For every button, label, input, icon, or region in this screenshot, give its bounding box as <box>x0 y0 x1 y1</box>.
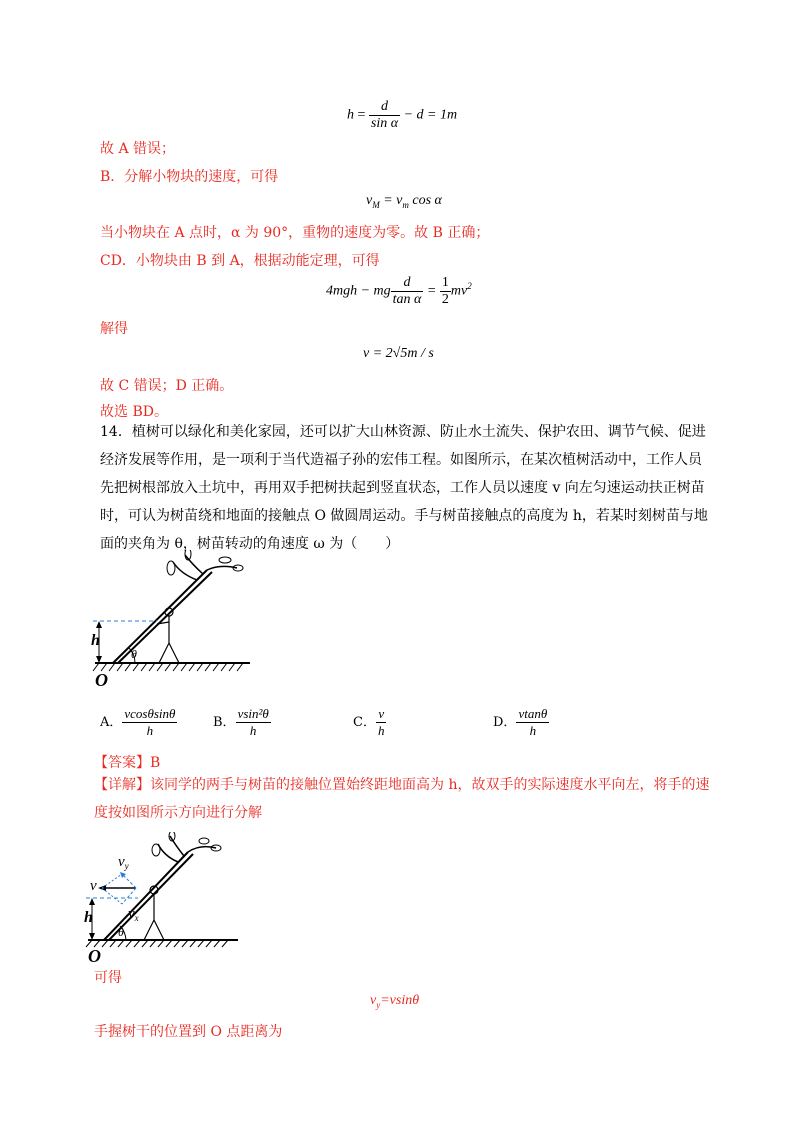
text-choose: 故选 BD。 <box>100 404 168 420</box>
fig2-vy-label: $v_y$ <box>118 854 129 871</box>
equation-energy: 4mgh − mg $\frac{d}{\text{tan α}}$ = $\frac{1}{2}$ $mv^2$ <box>326 275 472 307</box>
equation-velocity: $v_M = v_m$ cos α <box>366 193 442 210</box>
text-cd: CD．小物块由 B 到 A，根据动能定理，可得 <box>100 253 380 269</box>
text-last: 手握树干的位置到 O 点距离为 <box>94 1024 283 1040</box>
fig1-o-label: O <box>95 670 108 690</box>
text-a-point: 当小物块在 A 点时，α 为 90°，重物的速度为零。故 B 正确； <box>100 225 490 241</box>
text-b-decompose: B．分解小物块的速度，可得 <box>100 169 279 185</box>
tree-figure-1 <box>85 550 265 690</box>
option-c[interactable]: C． $\frac{v}{h}$ <box>353 706 385 738</box>
fig2-o-label: O <box>88 946 101 966</box>
option-a[interactable]: A． $\frac{vcos\theta\sin\theta}{h}$ <box>100 706 176 738</box>
fig2-theta-label: θ <box>118 925 124 939</box>
answer: 【答案】B <box>94 755 161 771</box>
detail-text: 【详解】该同学的两手与树苗的接触位置始终距地面高为 h，故双手的实际速度水平向左，将手的速度按如图所示方向进行分解 <box>94 777 710 821</box>
text-solve: 解得 <box>100 321 128 337</box>
text-a-wrong: 故 A 错误； <box>100 141 176 157</box>
fig2-vx-label: $v_x$ <box>128 906 139 923</box>
fig1-h-label: h <box>91 632 100 649</box>
tree-figure-2 <box>78 832 248 972</box>
fig1-theta-label: θ <box>131 647 137 661</box>
equation-h: h = $\frac{d}{\text{sin α}}$ − d = 1m <box>347 99 458 131</box>
fig2-v-label: v <box>90 878 97 894</box>
text-c-wrong: 故 C 错误；D 正确。 <box>100 378 234 394</box>
equation-result: v = 2√5m / s <box>363 346 434 361</box>
question-14: 14．植树可以绿化和美化家园，还可以扩大山林资源、防止水土流失、保护农田、调节气候、促进经济发展等作用，是一项利于当代造福子孙的宏伟工程。如图所示，在某次植树活动中，工作人员先把树根部放入土坑中，再用双手把树扶起到竖直状态，工作人员以速度 v 向左匀速运动扶正树苗时，可认为树苗绕和地面的接触点 O 做圆周运动。手与树苗接触点的高度为 h，若某时刻树苗与地面的夹角为 θ，树苗转动的角速度 ω 为（ ） <box>100 424 708 552</box>
equation-vy: $v_y=vsin\theta$ <box>370 993 420 1010</box>
option-d[interactable]: D． $\frac{vtan\theta}{h}$ <box>493 706 548 738</box>
fig2-h-label: h <box>84 909 93 926</box>
text-kede: 可得 <box>94 970 122 986</box>
option-b[interactable]: B． $\frac{\text{vsin²θ}}{h}$ <box>213 706 269 738</box>
